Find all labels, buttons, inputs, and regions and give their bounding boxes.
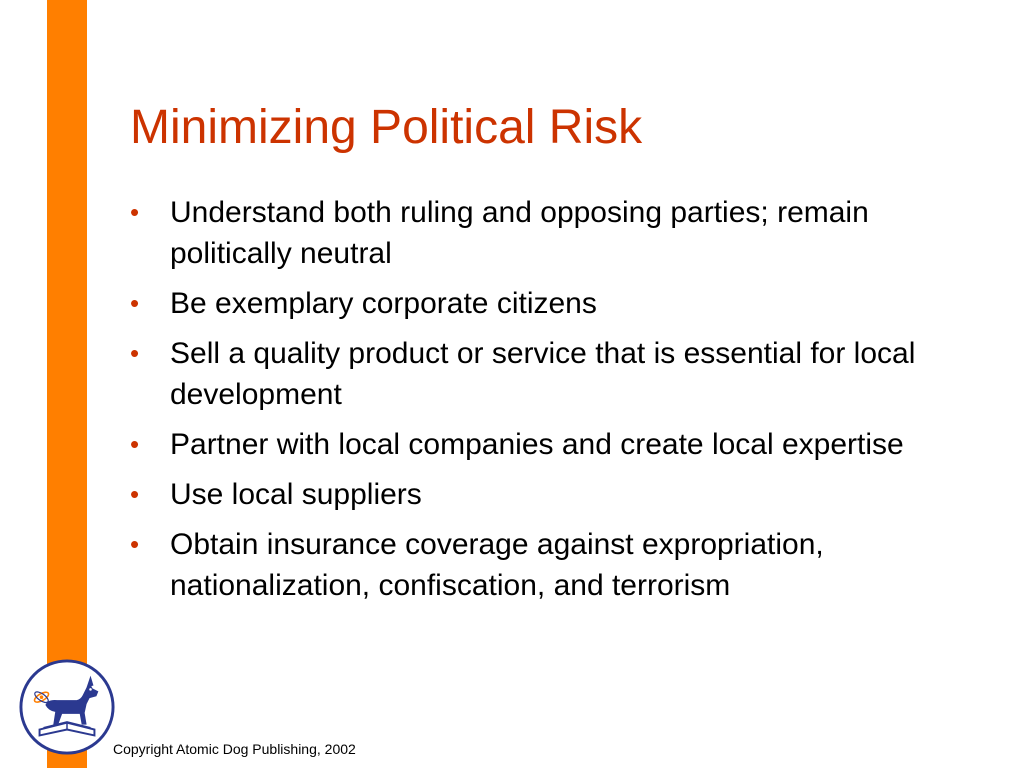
bullet-icon: •: [130, 429, 140, 459]
bullet-icon: •: [130, 197, 140, 227]
bullet-item: [128, 424, 948, 465]
bullet-text: Be exemplary corporate citizens: [170, 287, 597, 320]
bullet-icon: •: [130, 529, 140, 559]
bullet-icon: •: [130, 288, 140, 318]
bullet-icon: •: [130, 338, 140, 368]
bullet-text: Understand both ruling and opposing parties; remain politically neutral: [170, 196, 869, 270]
bullet-item: [128, 283, 948, 324]
bullet-item: [128, 474, 948, 515]
bullet-text: Sell a quality product or service that is essential for local development: [170, 337, 916, 411]
bullet-icon: •: [130, 479, 140, 509]
bullet-item: [128, 524, 948, 606]
bullet-text: Partner with local companies and create local expertise: [170, 428, 904, 461]
bullet-item: [128, 333, 948, 415]
bullet-text: Obtain insurance coverage against expropriation, nationalization, confiscation, and terrorism: [170, 528, 824, 602]
slide-title: Minimizing Political Risk: [130, 101, 643, 154]
bullet-text: Use local suppliers: [170, 478, 422, 511]
atomic-dog-logo-icon: [18, 658, 116, 756]
bullet-list: [128, 192, 948, 615]
bullet-item: [128, 192, 948, 274]
accent-bar: [47, 0, 87, 768]
copyright-text: Copyright Atomic Dog Publishing, 2002: [113, 741, 356, 757]
